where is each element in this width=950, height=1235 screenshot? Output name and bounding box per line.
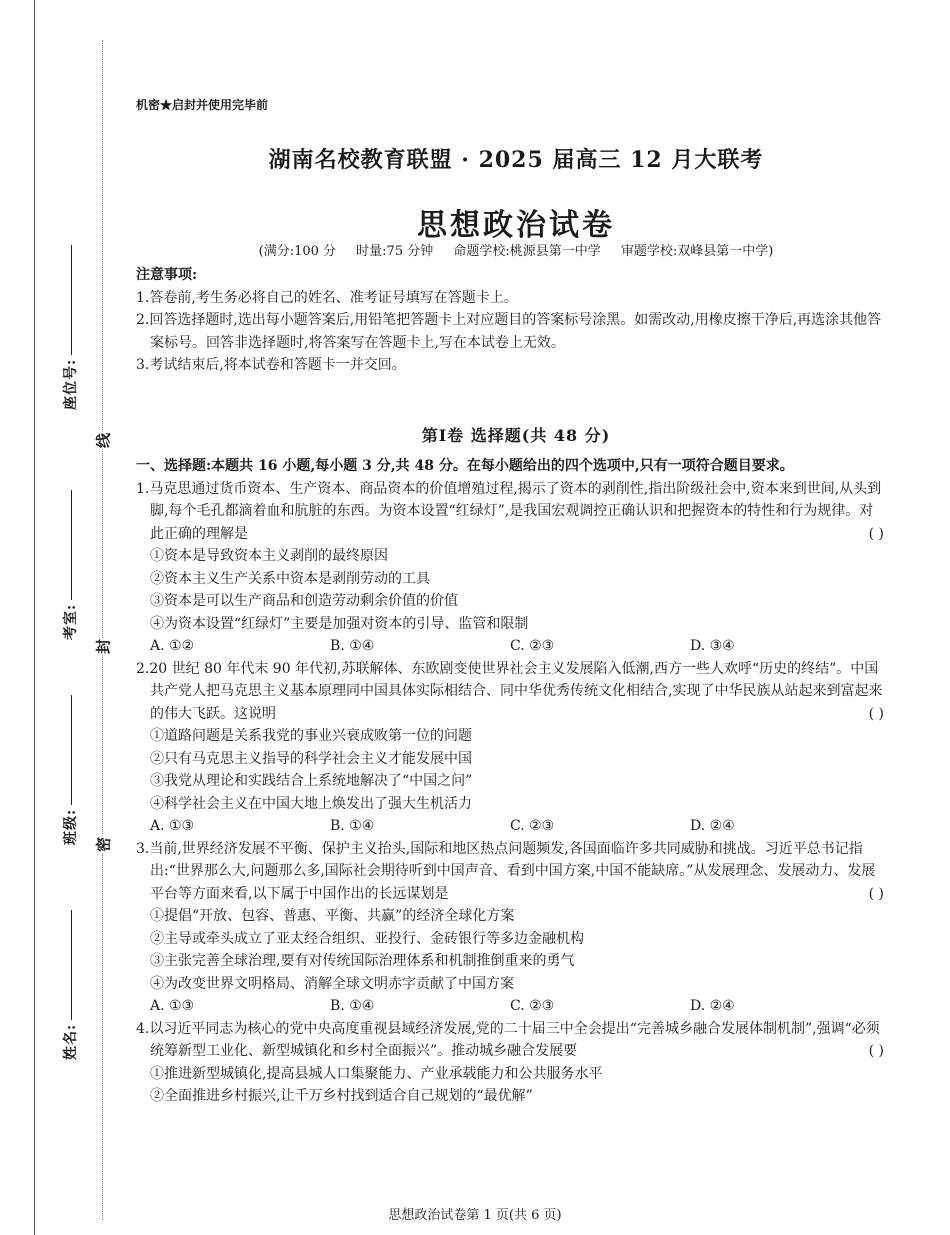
exam-info <box>136 240 896 259</box>
option: ②主导或牵头成立了亚太经合组织、亚投行、金砖银行等多边金融机构 <box>150 930 584 947</box>
room-label: 考室: <box>63 603 79 640</box>
choice-c: C. ②③ <box>510 998 555 1014</box>
choice-d: D. ③④ <box>690 638 735 654</box>
question-1 <box>136 478 884 658</box>
questions <box>136 455 884 1108</box>
notes-title: 注意事项: <box>136 267 198 283</box>
choice-d: D. ②④ <box>690 818 735 834</box>
subject-title: 思想政治试卷 <box>417 208 615 243</box>
seat-number-field[interactable] <box>60 245 80 410</box>
choice-c: C. ②③ <box>510 638 555 654</box>
question-stem: 3.当前,世界经济发展不平衡、保护主义抬头,国际和地区热点问题频发,各国面临许多共同威胁和挑战。习近平总书记指出:“世界那么大,问题那么多,国际社会期待听到中国声音、看到中国方案,中国不能缺席。”从发展理念、发展动力、发展平台等方面来看,以下属于中国作出的长远谋划是 <box>136 840 876 902</box>
confidential-mark: 机密★启封并使用完毕前 <box>136 98 269 112</box>
setter-school: 命题学校:桃源县第一中学 <box>453 244 601 259</box>
choices <box>136 815 884 838</box>
choices <box>136 635 884 658</box>
question-4 <box>136 1018 884 1108</box>
option: ①资本是导致资本主义剥削的最终原因 <box>150 548 388 564</box>
full-score: (满分:100 分 <box>258 244 337 259</box>
time-limit: 时量:75 分钟 <box>356 244 434 259</box>
choice-b: B. ①④ <box>330 818 375 834</box>
option: ②全面推进乡村振兴,让千万乡村找到适合自己规划的“最优解” <box>150 1088 533 1104</box>
page-footer: 思想政治试卷第 1 页(共 6 页) <box>388 1208 562 1223</box>
option: ①推进新型城镇化,提高县城人口集聚能力、产业承载能力和公共服务水平 <box>150 1065 603 1082</box>
option: ①道路问题是关系我党的事业兴衰成败第一位的问题 <box>150 728 472 744</box>
notes <box>136 264 888 377</box>
option: ③资本是可以生产商品和创造劳动剩余价值的价值 <box>150 593 458 609</box>
option: ④为改变世界文明格局、消解全球文明赤字贡献了中国方案 <box>150 975 514 992</box>
seal-seal-char: 封 <box>94 639 113 655</box>
name-field[interactable] <box>60 910 80 1060</box>
question-2 <box>136 658 884 838</box>
seal-line-char: 线 <box>94 433 113 449</box>
choice-a: A. ①③ <box>150 818 195 834</box>
option: ①提倡“开放、包容、普惠、平衡、共赢”的经济全球化方案 <box>150 908 515 924</box>
choices <box>136 995 884 1018</box>
question-stem: 1.马克思通过货币资本、生产资本、商品资本的价值增殖过程,揭示了资本的剥削性,指出阶级社会中,资本来到世间,从头到脚,每个毛孔都滴着血和肮脏的东西。为资本设置“红绿灯”,是我国宏观调控正确认识和把握资本的特性和行为规律。对此正确的理解是 <box>136 480 882 542</box>
question-stem: 4.以习近平同志为核心的党中央高度重视县域经济发展,党的二十届三中全会提出“完善城乡融合发展体制机制”,强调“必须统筹新型工业化、新型城镇化和乡村全面振兴”。推动城乡融合发展要 <box>136 1020 880 1059</box>
question-stem: 2.20 世纪 80 年代末 90 年代初,苏联解体、东欧剧变使世界社会主义发展陷入低潮,西方一些人欢呼“历史的终结”。中国共产党人把马克思主义基本原理同中国具体实际相结合、同中华优秀传统文化相结合,实现了中华民族从站起来到富起来的伟大飞跃。这说明 <box>136 660 883 722</box>
page-edge <box>34 0 35 1235</box>
name-label: 姓名: <box>63 1023 79 1060</box>
section-instruction: 一、选择题:本题共 16 小题,每小题 3 分,共 48 分。在每小题给出的四个选项中,只有一项符合题目要求。 <box>136 458 794 474</box>
choice-a: A. ①② <box>150 638 195 654</box>
question-3 <box>136 838 884 1018</box>
choice-a: A. ①③ <box>150 998 195 1014</box>
option: ③主张完善全球治理,要有对传统国际治理体系和机制推倒重来的勇气 <box>150 953 575 969</box>
seat-label: 座位号: <box>63 358 79 410</box>
choice-d: D. ②④ <box>690 998 735 1014</box>
answer-paren: ( ) <box>868 1043 884 1059</box>
option: ④为资本设置“红绿灯”主要是加强对资本的引导、监管和限制 <box>150 615 529 632</box>
choice-b: B. ①④ <box>330 998 375 1014</box>
seal-secret-char: 密 <box>94 837 113 853</box>
class-field[interactable] <box>60 695 80 845</box>
binding-line <box>102 40 103 1220</box>
reviewer-school: 审题学校:双峰县第一中学) <box>620 244 774 259</box>
answer-paren: ( ) <box>868 885 884 902</box>
note-item: 1.答卷前,考生务必将自己的姓名、准考证号填写在答题卡上。 <box>136 289 518 306</box>
option: ②资本主义生产关系中资本是剥削劳动的工具 <box>150 570 430 587</box>
choice-c: C. ②③ <box>510 818 555 834</box>
note-item: 3.考试结束后,将本试卷和答题卡一并交回。 <box>136 357 406 373</box>
option: ④科学社会主义在中国大地上焕发出了强大生机活力 <box>150 795 472 812</box>
option: ②只有马克思主义指导的科学社会主义才能发展中国 <box>150 750 472 767</box>
note-item: 2.回答选择题时,选出每小题答案后,用铅笔把答题卡上对应题目的答案标号涂黑。如需改动,用橡皮擦干净后,再选涂其他答案标号。回答非选择题时,将答案写在答题卡上,写在本试卷上无效。 <box>136 312 882 351</box>
option: ③我党从理论和实践结合上系统地解决了“中国之问” <box>150 773 473 789</box>
choice-b: B. ①④ <box>330 638 375 654</box>
section-title: 第Ⅰ卷 选择题(共 48 分) <box>421 426 611 445</box>
exam-room-field[interactable] <box>60 490 80 640</box>
answer-paren: ( ) <box>868 525 884 542</box>
answer-paren: ( ) <box>868 705 884 722</box>
exam-title: 湖南名校教育联盟 · 2025 届高三 12 月大联考 <box>268 147 764 173</box>
class-label: 班级: <box>63 808 79 845</box>
